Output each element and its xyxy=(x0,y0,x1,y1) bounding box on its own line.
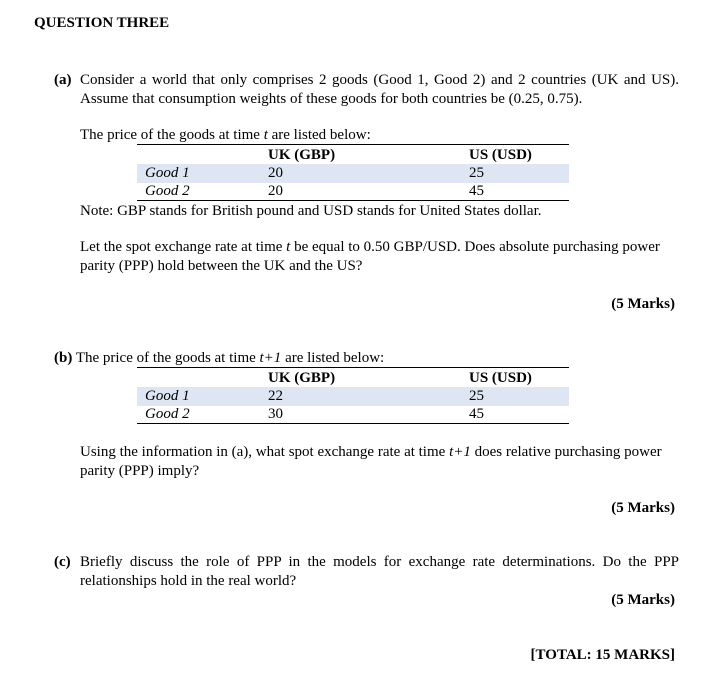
header-uk: UK (GBP) xyxy=(268,147,336,163)
part-a-note: Note: GBP stands for British pound and USD stands for United States dollar. xyxy=(80,203,542,219)
total-marks: [TOTAL: 15 MARKS] xyxy=(530,647,675,663)
part-b-question: Using the information in (a), what spot exchange rate at time t+1 does relative purchasing power parity (PPP) imply? xyxy=(80,444,662,479)
header-us: US (USD) xyxy=(469,147,532,163)
table-row-good: Good 2 xyxy=(145,183,190,199)
table-row-good: Good 2 xyxy=(145,406,190,422)
table-top-rule xyxy=(137,144,569,145)
part-a-table-caption: The price of the goods at time t are listed below: xyxy=(80,127,371,143)
part-a-question: Let the spot exchange rate at time t be equal to 0.50 GBP/USD. Does absolute purchasing power parity (PPP) hold between the UK and the US? xyxy=(80,239,660,274)
part-b-label: (b) xyxy=(54,350,73,366)
row-shade xyxy=(137,164,569,183)
part-c-label: (c) xyxy=(54,554,71,570)
part-a-intro xyxy=(54,71,679,109)
part-a-marks: (5 Marks) xyxy=(611,296,675,312)
table-cell-us: 25 xyxy=(469,388,484,404)
table-cell-uk: 20 xyxy=(268,183,283,199)
table-row-good: Good 1 xyxy=(145,165,190,181)
part-a-label: (a) xyxy=(54,72,72,88)
table-cell-uk: 30 xyxy=(268,406,283,422)
part-b-marks: (5 Marks) xyxy=(611,500,675,516)
table-cell-us: 25 xyxy=(469,165,484,181)
table-cell-us: 45 xyxy=(469,183,484,199)
part-a-intro-text: Consider a world that only comprises 2 goods (Good 1, Good 2) and 2 countries (UK and US). Assume that consumption weights of these goods for both countries be (0.25, 0.75). xyxy=(80,72,679,107)
header-uk: UK (GBP) xyxy=(268,370,336,386)
table-cell-uk: 22 xyxy=(268,388,283,404)
table-row-good: Good 1 xyxy=(145,388,190,404)
table-top-rule xyxy=(137,367,569,368)
header-us: US (USD) xyxy=(469,370,532,386)
table-cell-us: 45 xyxy=(469,406,484,422)
table-bottom-rule xyxy=(137,200,569,201)
part-c-marks: (5 Marks) xyxy=(611,592,675,608)
part-c-text: (c) Briefly discuss the role of PPP in the models for exchange rate determinations. Do the PPP relationships hold in the real world? xyxy=(54,554,679,589)
table-bottom-rule xyxy=(137,423,569,424)
part-b-table-caption: (b) The price of the goods at time t+1 are listed below: xyxy=(54,350,385,366)
row-shade xyxy=(137,387,569,406)
question-title: QUESTION THREE xyxy=(34,15,170,31)
table-cell-uk: 20 xyxy=(268,165,283,181)
